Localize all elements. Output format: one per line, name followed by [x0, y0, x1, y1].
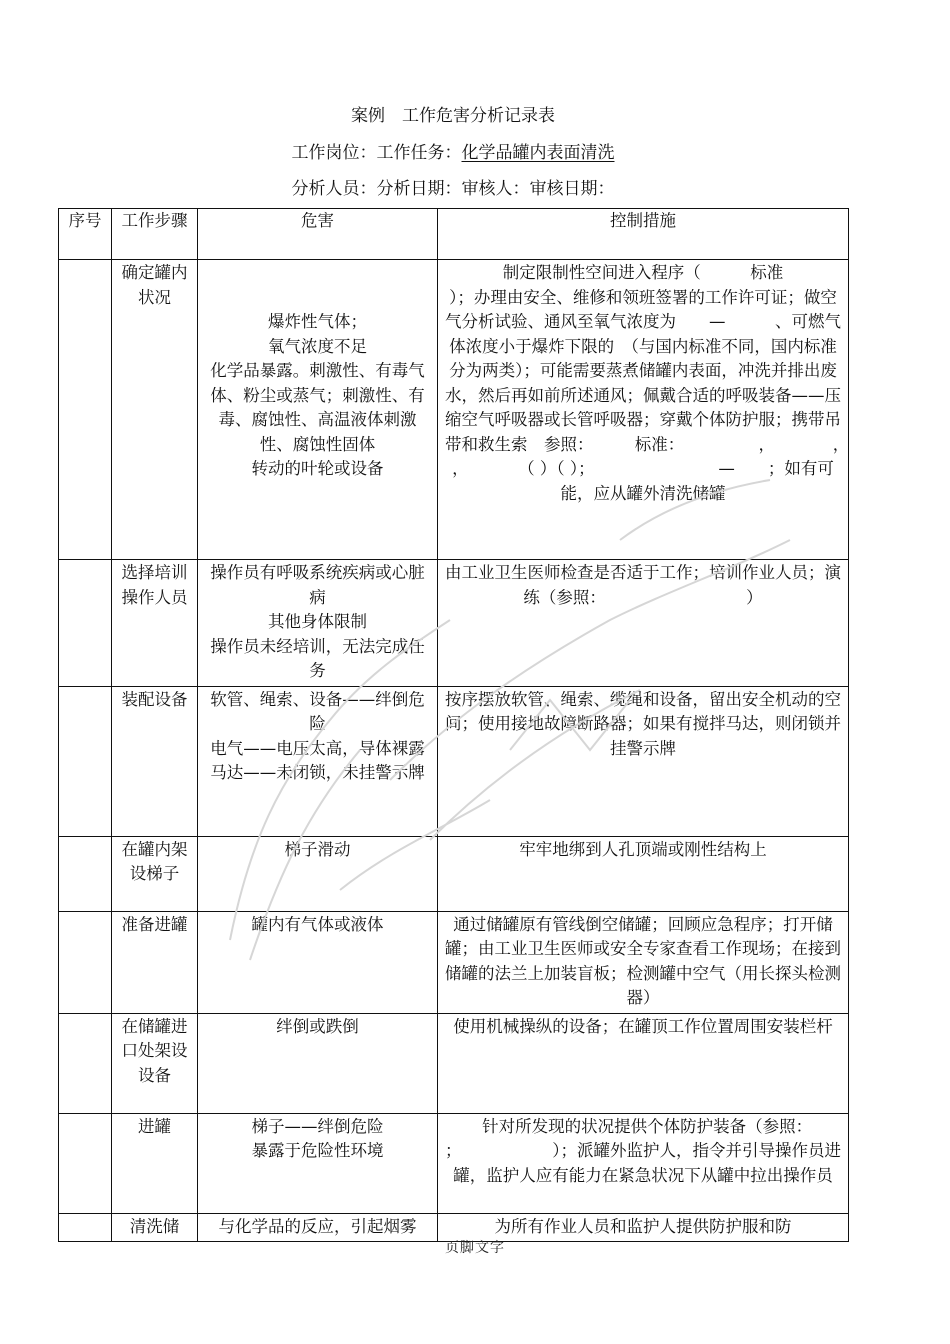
hazard-line: 操作员有呼吸系统疾病或心脏病	[210, 563, 425, 607]
cell-control: 针对所发现的状况提供个体防护装备（参照： ； ）；派罐外监护人，指令并引导操作员进罐，监护人应有能力在紧急状况下从罐中拉出操作员	[438, 1113, 849, 1213]
cell-hazard	[198, 911, 438, 1013]
cell-hazard	[198, 686, 438, 836]
cell-step: 装配设备	[112, 686, 198, 836]
hazard-line: 其他身体限制	[268, 612, 367, 631]
cell-step: 进罐	[112, 1113, 198, 1213]
cell-hazard	[198, 260, 438, 560]
hazard-line: 绊倒或跌倒	[276, 1016, 359, 1036]
cell-control: 为所有作业人员和监护人提供防护服和防	[438, 1213, 849, 1242]
cell-step: 确定罐内状况	[112, 260, 198, 560]
cell-hazard	[198, 1013, 438, 1113]
table-row	[59, 260, 849, 560]
cell-seq	[59, 560, 112, 687]
cell-seq	[59, 836, 112, 911]
hazard-line: 与化学品的反应，引起烟雾	[218, 1216, 417, 1236]
table-body	[59, 260, 920, 1242]
table-header-row	[59, 209, 849, 260]
cell-hazard	[198, 1113, 438, 1213]
meta-job-task-prefix: 工作岗位：工作任务：	[291, 143, 462, 163]
cell-step: 清洗储	[112, 1213, 198, 1242]
cell-step: 在罐内架设梯子	[112, 836, 198, 911]
meta-task-name: 化学品罐内表面清洗	[461, 143, 615, 163]
hazard-line: 转动的叶轮或设备	[251, 459, 384, 478]
meta-reviewers: 分析人员：分析日期：审核人：审核日期：	[291, 179, 615, 199]
cell-step: 准备进罐	[112, 911, 198, 1013]
hazard-line: 梯子滑动	[284, 839, 351, 859]
cell-step: 选择培训操作人员	[112, 560, 198, 687]
cell-hazard	[198, 560, 438, 687]
hazard-line	[204, 261, 431, 286]
hazard-line: 氧气浓度不足	[268, 336, 367, 356]
cell-step: 在储罐进口处架设设备	[112, 1013, 198, 1113]
table-row	[59, 836, 849, 911]
cell-seq	[59, 911, 112, 1013]
header-control: 控制措施	[438, 209, 849, 260]
hazard-line	[204, 286, 431, 311]
table-row	[59, 911, 849, 1013]
cell-seq	[59, 1113, 112, 1213]
cell-control: 通过储罐原有管线倒空储罐；回顾应急程序；打开储罐；由工业卫生医师或安全专家查看工作现场；在接到储罐的法兰上加装盲板；检测罐中空气（用长探头检测器）	[438, 911, 849, 1013]
hazard-line: 操作员未经培训，无法完成任务	[210, 636, 425, 680]
table-row	[59, 1013, 849, 1113]
cell-control: 制定限制性空间进入程序（ 标准 ）；办理由安全、维修和领班签署的工作许可证；做空气分析试验、通风至氧气浓度为 — 、可燃气体浓度小于爆炸下限的 （与国内标准不同，国内标准分为两类）；可能需要蒸煮储罐内表面，冲洗并排出废水，然后再如前所述通风；佩戴合适的呼吸装备——压缩空气呼吸器或长管呼吸器；穿戴个体防护服；携带吊带和救生索 参照： 标准： ， ， ， （ ）（ ）； — ；如有可能，应从罐外清洗储罐	[438, 260, 849, 560]
table-row	[59, 560, 849, 687]
table-row	[59, 686, 849, 836]
cell-control: 牢牢地绑到人孔顶端或刚性结构上	[438, 836, 849, 911]
hazard-line: 梯子——绊倒危险	[251, 1116, 384, 1136]
hazard-line: 化学品暴露。刺激性、有毒气体、粉尘或蒸气；刺激性、有毒、腐蚀性、高温液体刺激性、腐蚀性固体	[210, 361, 425, 454]
cell-seq	[59, 686, 112, 836]
document-title: 案例 工作危害分析记录表	[351, 106, 555, 126]
meta-job-task	[58, 141, 848, 165]
cell-control: 按序摆放软管、绳索、缆绳和设备，留出安全机动的空间；使用接地故障断路器；如果有搅拌马达，则闭锁并挂警示牌	[438, 686, 849, 836]
cell-control: 由工业卫生医师检查是否适于工作；培训作业人员；演练（参照： ）	[438, 560, 849, 687]
cell-seq	[59, 260, 112, 560]
hazard-line: 爆炸性气体；	[268, 312, 367, 331]
header-hazard: 危害	[198, 209, 438, 260]
hazard-line: 暴露于危险性环境	[251, 1141, 384, 1160]
header-step: 工作步骤	[112, 209, 198, 260]
hazard-line: 电气——电压太高，导体裸露	[210, 738, 425, 758]
page-footer: 页脚文字	[445, 1240, 505, 1256]
cell-control: 使用机械操纵的设备；在罐顶工作位置周围安装栏杆	[438, 1013, 849, 1113]
hazard-line: 马达——未闭锁，未挂警示牌	[210, 763, 425, 782]
hazard-line: 罐内有气体或液体	[251, 914, 384, 934]
cell-hazard	[198, 836, 438, 911]
hazard-line: 软管、绳索、设备——绊倒危险	[210, 689, 425, 733]
header-seq: 序号	[59, 209, 112, 260]
cell-seq	[59, 1013, 112, 1113]
hazard-analysis-table	[58, 208, 920, 1242]
table-row	[59, 1113, 849, 1213]
